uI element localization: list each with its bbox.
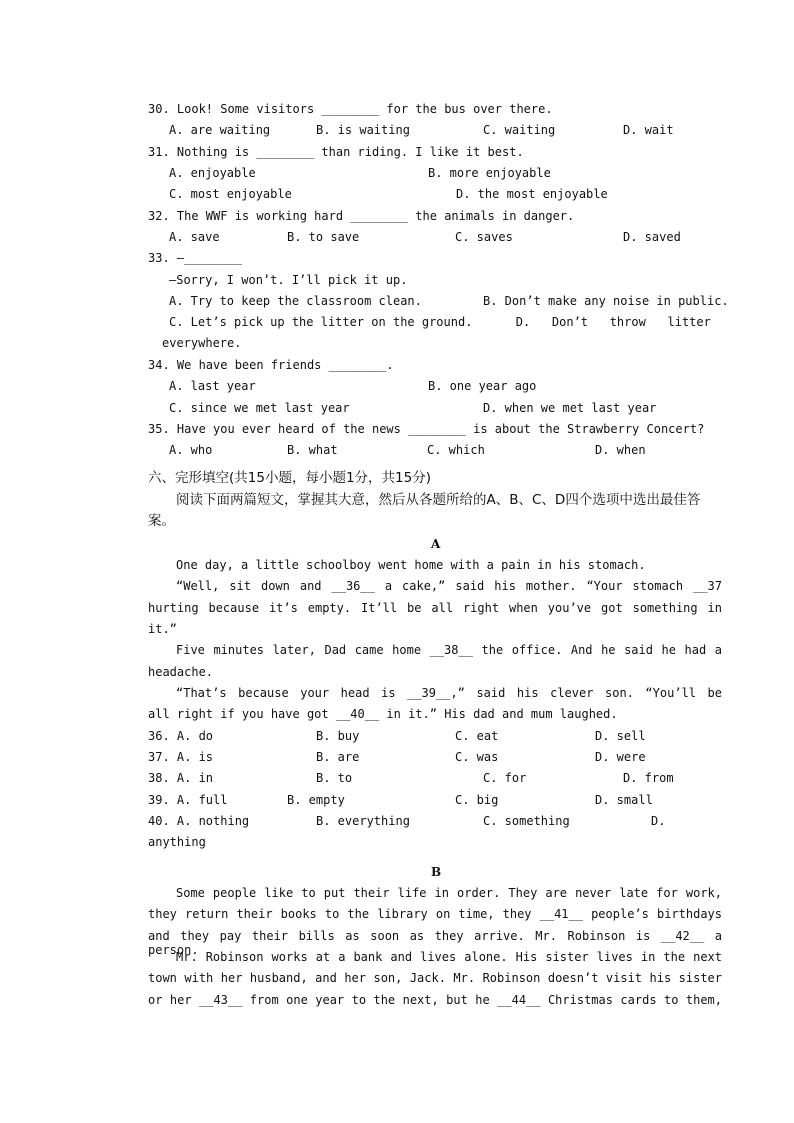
q37-option-a[interactable]: 37. A. is [148,750,214,764]
passage-a-line: headache. [148,665,214,679]
passage-b-line: they return their books to the library on time, they __41__ people’s birthdays [148,907,722,921]
q31-option-a[interactable]: A. enjoyable [169,166,256,180]
q40-option-c[interactable]: C. something [483,814,570,828]
section-6-title: 六、完形填空(共15小题，每小题1分，共15分) [148,470,431,486]
q32-option-a[interactable]: A. save [169,230,220,244]
q35-option-a[interactable]: A. who [169,443,213,457]
q36-option-b[interactable]: B. buy [316,729,360,743]
q37-option-b[interactable]: B. are [316,750,360,764]
q40-option-b[interactable]: B. everything [316,814,410,828]
question-32-stem: 32. The WWF is working hard ________ the animals in danger. [148,209,575,223]
q40-option-a[interactable]: 40. A. nothing [148,814,250,828]
passage-b-heading: B [431,865,442,879]
question-35-stem: 35. Have you ever heard of the news ________ is about the Strawberry Concert? [148,422,705,436]
section-6-instruction-cont: 案。 [148,513,175,529]
passage-a-line: Five minutes later, Dad came home __38__ the office. And he said he had a [176,643,722,657]
passage-a-line: it.” [148,622,177,636]
passage-a-line: “Well, sit down and __36__ a cake,” said his mother. “Your stomach __37 [176,579,722,593]
passage-b-line: Mr. Robinson works at a bank and lives alone. His sister lives in the next [176,950,722,964]
passage-a-heading: A [431,537,441,551]
passage-a-line: One day, a little schoolboy went home with a pain in his stomach. [176,558,646,572]
question-34-stem: 34. We have been friends ________. [148,358,394,372]
q39-option-d[interactable]: D. small [595,793,653,807]
q38-option-c[interactable]: C. for [483,771,527,785]
section-6-instruction: 阅读下面两篇短文，掌握其大意，然后从各题所给的A、B、C、D四个选项中选出最佳答 [176,492,701,508]
q36-option-a[interactable]: 36. A. do [148,729,214,743]
question-30-stem: 30. Look! Some visitors ________ for the bus over there. [148,102,553,116]
q30-option-d[interactable]: D. wait [623,123,674,137]
q34-option-c[interactable]: C. since we met last year [169,401,350,415]
q31-option-c[interactable]: C. most enjoyable [169,187,292,201]
q30-option-c[interactable]: C. waiting [483,123,556,137]
q39-option-a[interactable]: 39. A. full [148,793,228,807]
passage-b-line: Some people like to put their life in order. They are never late for work, [176,886,722,900]
q39-option-b[interactable]: B. empty [287,793,345,807]
q34-option-d[interactable]: D. when we met last year [483,401,657,415]
passage-a-line: “That’s because your head is __39__,” said his clever son. “You’ll be [176,686,722,700]
passage-a-line: all right if you have got __40__ in it.” His dad and mum laughed. [148,707,618,721]
q38-option-d[interactable]: D. from [623,771,674,785]
q31-option-d[interactable]: D. the most enjoyable [456,187,608,201]
q33-option-a[interactable]: A. Try to keep the classroom clean. [169,294,422,308]
q37-option-d[interactable]: D. were [595,750,646,764]
q40-option-d-cont[interactable]: anything [148,835,206,849]
q32-option-b[interactable]: B. to save [287,230,360,244]
q31-option-b[interactable]: B. more enjoyable [428,166,551,180]
q32-option-d[interactable]: D. saved [623,230,681,244]
q37-option-c[interactable]: C. was [455,750,499,764]
q38-option-a[interactable]: 38. A. in [148,771,214,785]
q30-option-b[interactable]: B. is waiting [316,123,410,137]
q33-option-b[interactable]: B. Don’t make any noise in public. [483,294,729,308]
q36-option-c[interactable]: C. eat [455,729,499,743]
passage-b-line: or her __43__ from one year to the next, but he __44__ Christmas cards to them, [148,993,722,1007]
passage-b-line: and they pay their bills as soon as they arrive. Mr. Robinson is __42__ a person. [148,929,722,957]
q38-option-b[interactable]: B. to [316,771,353,785]
passage-b-line: town with her husband, and her son, Jack. Mr. Robinson doesn’t visit his sister [148,971,722,985]
q36-option-d[interactable]: D. sell [595,729,646,743]
question-33-reply: —Sorry, I won’t. I’ll pick it up. [169,273,408,287]
q30-option-a[interactable]: A. are waiting [169,123,271,137]
q32-option-c[interactable]: C. saves [455,230,513,244]
question-33-stem: 33. —________ [148,251,242,265]
q35-option-d[interactable]: D. when [595,443,646,457]
q34-option-b[interactable]: B. one year ago [428,379,537,393]
q35-option-c[interactable]: C. which [427,443,485,457]
passage-a-line: hurting because it’s empty. It’ll be all right when you’ve got something in [148,601,722,615]
q33-option-d-cont[interactable]: everywhere. [162,336,242,350]
q33-option-c-d[interactable]: C. Let’s pick up the litter on the ground. D. Don’t throw litter [169,315,711,329]
q40-option-d[interactable]: D. [651,814,666,828]
question-31-stem: 31. Nothing is ________ than riding. I like it best. [148,145,524,159]
q35-option-b[interactable]: B. what [287,443,338,457]
q39-option-c[interactable]: C. big [455,793,499,807]
q34-option-a[interactable]: A. last year [169,379,256,393]
